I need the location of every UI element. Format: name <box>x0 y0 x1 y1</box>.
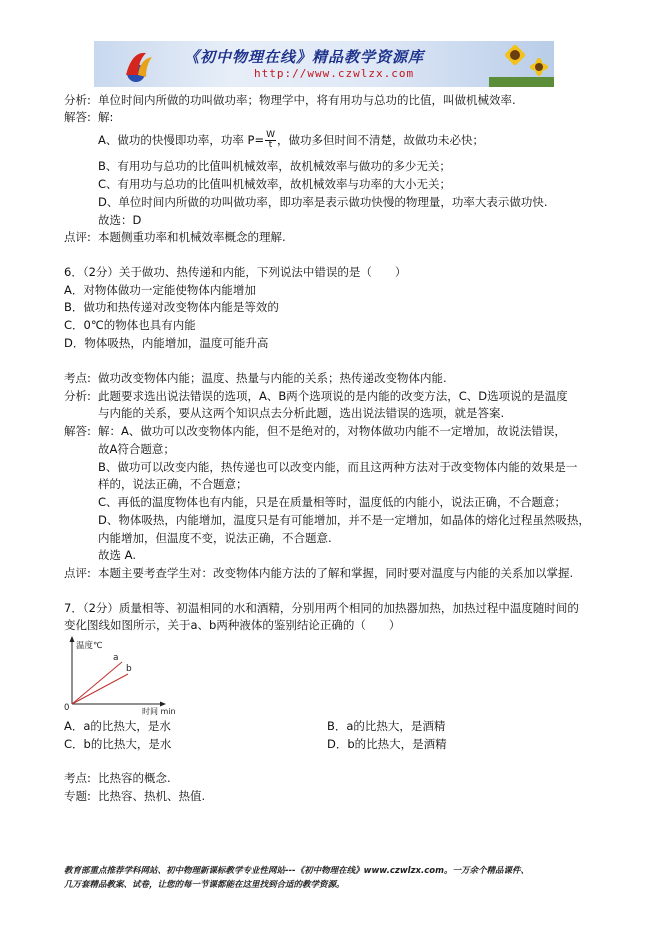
q7-option-d: D．b的比热大，是酒精 <box>327 737 447 751</box>
q6-answer-label: 解答: <box>64 424 91 438</box>
q7-option-c: C．b的比热大，是水 <box>64 737 172 751</box>
q5-answer-c: C、有用功与总功的比值叫机械效率，故机械效率与功率的大小无关； <box>98 177 452 191</box>
q7-point: 比热容的概念. <box>98 771 171 785</box>
line-a <box>72 662 122 704</box>
footer-line-1: 教育部重点推荐学科网站、初中物理新课标教学专业性网站---《初中物理在线》www.czwlzx.com。一万余个精品课件、 <box>64 866 529 876</box>
q5-answer-label: 解答: <box>64 110 91 124</box>
graph-origin: 0 <box>64 703 70 713</box>
q7-stem-2: 变化图线如图所示，关于a、b两种液体的鉴别结论正确的（ ） <box>64 618 401 632</box>
line-b <box>72 674 128 704</box>
q6-option-c: C．0℃的物体也具有内能 <box>64 318 196 332</box>
q7-topic-label: 专题: <box>64 789 91 803</box>
q7-topic: 比热容、热机、热值. <box>98 789 206 803</box>
y-axis-arrow-icon <box>70 636 75 642</box>
q6-comment: 本题主要考查学生对：改变物体内能方法的了解和掌握，同时要对温度与内能的关系加以掌握. <box>98 566 574 580</box>
q6-comment-label: 点评: <box>64 566 91 580</box>
header-banner <box>94 41 554 87</box>
banner-title: 《初中物理在线》精品教学资源库 <box>184 48 425 66</box>
graph-x-label: 时间 min <box>142 707 176 716</box>
q6-answer-d2: 内能增加，但温度不变，说法正确，不合题意. <box>98 531 332 545</box>
x-axis-arrow-icon <box>160 702 166 707</box>
q5-a-pre: A、做功的快慢即功率，功率 P= <box>98 133 265 147</box>
q5-a-post: ，做功多但时间不清楚，故做功未必快； <box>277 133 484 147</box>
fraction-numerator: W <box>266 130 275 140</box>
q6-analysis-2: 与内能的关系，要从这两个知识点去分析此题，选出说法错误的选项，就是答案. <box>98 406 505 420</box>
site-logo-icon <box>116 47 156 83</box>
q6-analysis-1: 此题要求选出说法错误的选项，A、B两个选项说的是内能的改变方法，C、D选项说的是温度 <box>98 389 568 403</box>
q5-choose: 故选：D <box>98 213 142 227</box>
q7-option-a: A．a的比热大，是水 <box>64 719 171 733</box>
q6-answer-a2: 故A符合题意； <box>98 442 175 456</box>
q6-option-b: B．做功和热传递对改变物体内能是等效的 <box>64 300 279 314</box>
fraction-denominator: t <box>268 140 273 150</box>
banner-url[interactable]: http://www.czwlzx.com <box>254 67 415 80</box>
q7-stem-1: 7．（2分）质量相等、初温相同的水和酒精，分别用两个相同的加热器加热，加热过程中温度随时间的 <box>64 601 579 615</box>
q5-answer-b: B、有用功与总功的比值叫机械效率，故机械效率与做功的多少无关； <box>98 159 451 173</box>
q6-answer-a1: 解：A、做功可以改变物体内能，但不是绝对的，对物体做功内能不一定增加，故说法错误， <box>98 424 566 438</box>
q7-point-label: 考点: <box>64 771 91 785</box>
q6-option-d: D．物体吸热，内能增加，温度可能升高 <box>64 336 269 350</box>
q6-answer-d1: D、物体吸热，内能增加，温度只是有可能增加，并不是一定增加，如晶体的熔化过程虽然吸热， <box>98 513 590 527</box>
q6-analysis-label: 分析: <box>64 389 91 403</box>
sunflower-icon <box>489 41 554 87</box>
q5-comment: 本题侧重功率和机械效率概念的理解. <box>98 230 286 244</box>
graph-label-a: a <box>113 653 119 663</box>
q5-analysis: 单位时间内所做的功叫做功率；物理学中，将有用功与总功的比值，叫做机械效率. <box>98 93 516 107</box>
graph-y-label: 温度℃ <box>76 641 103 651</box>
q7-option-b: B．a的比热大，是酒精 <box>327 719 446 733</box>
power-fraction <box>265 131 276 150</box>
q6-stem: 6．（2分）关于做功、热传递和内能，下列说法中错误的是（ ） <box>64 265 407 279</box>
q5-comment-label: 点评: <box>64 230 91 244</box>
q6-choose: 故选 A. <box>98 548 136 562</box>
q5-answer-intro: 解: <box>98 110 114 124</box>
q5-answer-d: D、单位时间内所做的功叫做功率，即功率是表示做功快慢的物理量，功率大表示做功快. <box>98 195 548 209</box>
q6-option-a: A．对物体做功一定能使物体内能增加 <box>64 283 256 297</box>
footer-line-2: 几万套精品教案、试卷，让您的每一节课都能在这里找到合适的教学资源。 <box>64 880 345 890</box>
graph-label-b: b <box>126 664 132 674</box>
q6-answer-c: C、再低的温度物体也有内能，只是在质量相等时，温度低的内能小，说法正确，不合题意； <box>98 495 567 509</box>
temperature-time-graph <box>62 634 192 716</box>
q6-point: 做功改变物体内能；温度、热量与内能的关系；热传递改变物体内能. <box>98 371 447 385</box>
q6-answer-b2: 样的，说法正确，不合题意； <box>98 477 248 491</box>
q5-analysis-label: 分析: <box>64 93 91 107</box>
q6-answer-b1: B、做功可以改变内能，热传递也可以改变内能，而且这两种方法对于改变物体内能的效果是一 <box>98 460 578 474</box>
q6-point-label: 考点: <box>64 371 91 385</box>
q5-answer-a <box>98 131 484 150</box>
